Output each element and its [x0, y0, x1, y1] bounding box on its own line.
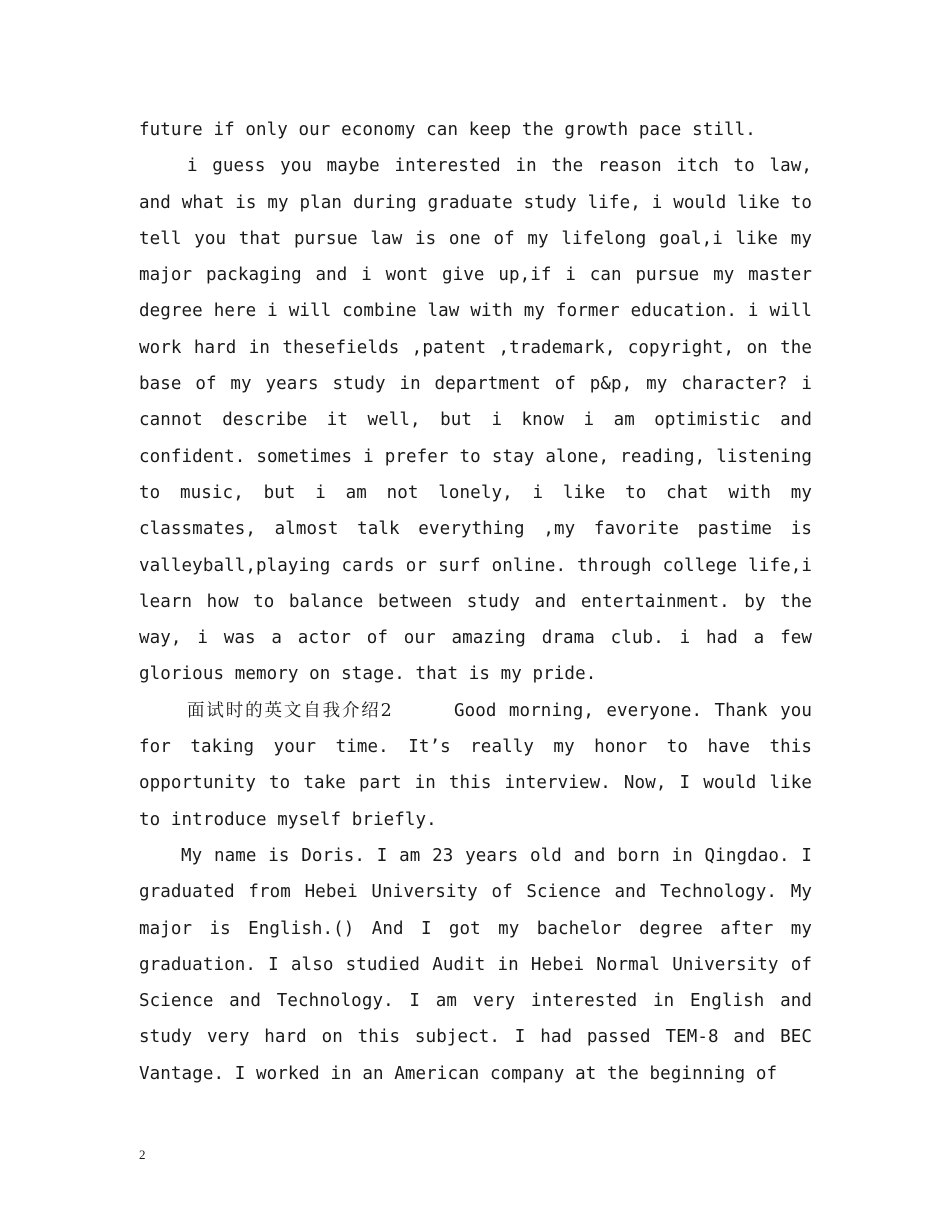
page-number: 2 — [139, 1147, 146, 1162]
paragraph-continuation — [139, 112, 812, 148]
document-body — [139, 112, 812, 1092]
paragraph-text: My name is Doris. I am 23 years old and born in Qingdao. I graduated from Hebei University of Science and Technology. My major is English.() And I got my bachelor degree after my graduation. I also studied Audit in Hebei Normal University of Science and Technology. I am very interested in English and study very hard on this subject. I had passed TEM-8 and BEC Vantage. I worked in an American company at the beginning of — [139, 845, 812, 1084]
paragraph-law-plan — [139, 148, 812, 692]
paragraph-text: Good morning, everyone. Thank you for taking your time. It’s really my honor to have this opportunity to take part in this interview. Now, I would like to introduce myself briefly. — [139, 700, 813, 830]
paragraph-intro-2 — [139, 693, 812, 838]
heading-gap — [392, 701, 454, 721]
paragraph-doris — [139, 838, 812, 1092]
section-heading: 面试时的英文自我介绍2 — [187, 700, 392, 721]
paragraph-text: future if only our economy can keep the growth pace still. — [139, 120, 756, 140]
paragraph-text: i guess you maybe interested in the reason itch to law, and what is my plan during graduate study life, i would like to tell you that pursue law is one of my lifelong goal,i like my major packaging and i wont give up,if i can pursue my master degree here i will combine law with my former education. i will work hard in thesefields ,patent ,trademark, copyright, on the base of my years study in department of p&p, my character? i cannot describe it well, but i know i am optimistic and confident. sometimes i prefer to stay alone, reading, listening to music, but i am not lonely, i like to chat with my classmates, almost talk everything ,my favorite pastime is valleyball,playing cards or surf online. through college life,i learn how to balance between study and entertainment. by the way, i was a actor of our amazing drama club. i had a few glorious memory on stage. that is my pride. — [139, 156, 812, 685]
